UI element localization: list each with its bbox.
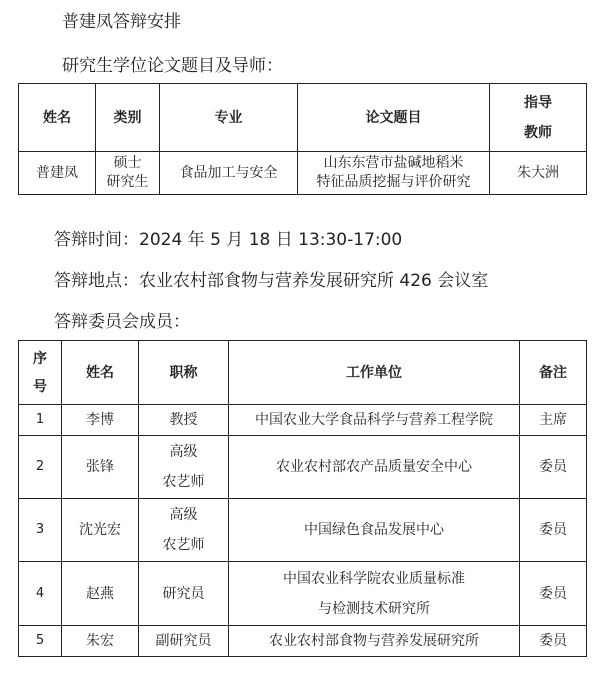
member-affiliation-line2: 与检测技术研究所 [318, 600, 430, 617]
thesis-section-title: 研究生学位论文题目及导师： [62, 56, 283, 76]
table-row [19, 436, 587, 499]
member-affiliation: 中国农业大学食品科学与营养工程学院 [229, 405, 520, 436]
member-remark: 委员 [520, 499, 587, 562]
member-remark: 委员 [520, 562, 587, 626]
header-index [19, 341, 62, 405]
member-title-line2: 农艺师 [162, 537, 205, 553]
member-index: 4 [19, 562, 62, 626]
member-title-line1: 高级 [169, 444, 198, 460]
member-title [139, 499, 229, 562]
header-category: 类别 [96, 84, 160, 152]
thesis-title [298, 152, 490, 195]
member-title [139, 436, 229, 499]
committee-table [18, 340, 587, 657]
member-name: 张锋 [62, 436, 139, 499]
student-category-line2: 研究生 [106, 174, 149, 190]
header-thesis-title: 论文题目 [298, 84, 490, 152]
header-advisor-line1: 指导 [524, 94, 552, 111]
thesis-table [18, 83, 587, 195]
header-index-line1: 序 [33, 350, 47, 367]
member-title-line1: 高级 [169, 507, 198, 523]
table-row [19, 405, 587, 436]
page-title: 普建凤答辩安排 [62, 12, 181, 32]
student-major: 食品加工与安全 [160, 152, 298, 195]
member-affiliation [229, 562, 520, 626]
member-index: 3 [19, 499, 62, 562]
member-affiliation: 中国绿色食品发展中心 [229, 499, 520, 562]
header-major: 专业 [160, 84, 298, 152]
member-name: 朱宏 [62, 626, 139, 657]
table-row [19, 562, 587, 626]
thesis-table-header-row [19, 84, 587, 152]
student-name: 普建凤 [19, 152, 96, 195]
member-index: 1 [19, 405, 62, 436]
member-name: 赵燕 [62, 562, 139, 626]
member-name: 李博 [62, 405, 139, 436]
advisor-name: 朱大洲 [490, 152, 587, 195]
table-row [19, 626, 587, 657]
member-name: 沈光宏 [62, 499, 139, 562]
member-affiliation: 农业农村部食物与营养发展研究所 [229, 626, 520, 657]
member-title: 副研究员 [139, 626, 229, 657]
header-index-line2: 号 [33, 378, 47, 395]
student-category [96, 152, 160, 195]
header-member-title: 职称 [139, 341, 229, 405]
member-index: 5 [19, 626, 62, 657]
thesis-title-line1: 山东东营市盐碱地稻米 [323, 155, 464, 171]
header-advisor [490, 84, 587, 152]
header-advisor-line2: 教师 [524, 124, 552, 141]
table-row [19, 152, 587, 195]
header-name: 姓名 [19, 84, 96, 152]
member-title: 教授 [139, 405, 229, 436]
member-affiliation: 农业农村部农产品质量安全中心 [229, 436, 520, 499]
committee-table-header-row [19, 341, 587, 405]
member-remark: 委员 [520, 626, 587, 657]
member-remark: 委员 [520, 436, 587, 499]
header-member-name: 姓名 [62, 341, 139, 405]
header-remark: 备注 [520, 341, 587, 405]
member-title-line2: 农艺师 [162, 474, 205, 490]
defense-time: 答辩时间：2024 年 5 月 18 日 13:30-17:00 [54, 230, 403, 250]
table-row [19, 499, 587, 562]
member-remark: 主席 [520, 405, 587, 436]
header-affiliation: 工作单位 [229, 341, 520, 405]
thesis-title-line2: 特征品质挖掘与评价研究 [316, 174, 471, 190]
member-affiliation-line1: 中国农业科学院农业质量标准 [283, 570, 465, 587]
member-title: 研究员 [139, 562, 229, 626]
student-category-line1: 硕士 [113, 155, 142, 171]
defense-place: 答辩地点：农业农村部食物与营养发展研究所 426 会议室 [54, 271, 489, 291]
member-index: 2 [19, 436, 62, 499]
committee-section-title: 答辩委员会成员： [54, 312, 190, 332]
